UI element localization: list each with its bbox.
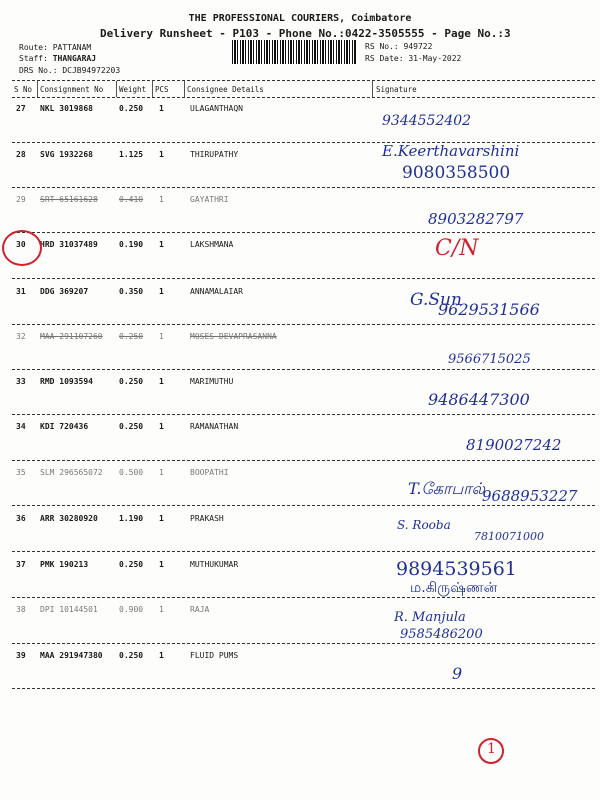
row-consignee: BOOPATHI <box>190 468 229 477</box>
staff-label: Staff: <box>19 54 53 63</box>
row-pcs: 1 <box>159 195 164 204</box>
signature-30-cn: C/N <box>435 236 479 261</box>
signature-38-name: R. Manjula <box>394 610 466 625</box>
red-circle-mark <box>2 230 42 266</box>
row-pcs: 1 <box>159 240 164 249</box>
row-rule <box>12 551 595 552</box>
row-sno: 27 <box>16 104 26 113</box>
drs-number: DRS No.: DCJB94972203 <box>19 66 121 75</box>
row-consignee: LAKSHMANA <box>190 240 234 249</box>
runsheet-title: Delivery Runsheet - P103 - Phone No.:0422-3505555 - Page No.:3 <box>100 27 511 40</box>
row-sno: 34 <box>16 422 26 431</box>
row-consignee: MARIMUTHU <box>190 377 234 386</box>
signature-32: 9566715025 <box>448 352 531 367</box>
row-rule <box>12 460 595 461</box>
row-consignee: PRAKASH <box>190 514 224 523</box>
row-consignment: MAA 291107260 <box>40 332 103 341</box>
header-rule-bottom <box>12 97 595 98</box>
row-consignment: DDG 369207 <box>40 287 89 296</box>
row-pcs: 1 <box>159 150 164 159</box>
row-pcs: 1 <box>159 332 164 341</box>
row-consignee: ULAGANTHAQN <box>190 104 243 113</box>
row-rule <box>12 414 595 415</box>
row-weight: 0.900 <box>119 605 144 614</box>
row-weight: 0.250 <box>119 332 144 341</box>
col-pcs: PCS <box>155 85 169 94</box>
row-pcs: 1 <box>159 468 164 477</box>
header-rule-top <box>12 80 595 81</box>
col-consignment: Consignment No <box>40 85 104 94</box>
table-row <box>0 104 600 124</box>
col-sno: S No <box>14 85 33 94</box>
row-sno: 31 <box>16 287 26 296</box>
row-consignee: RAJA <box>190 605 210 614</box>
signature-36-name: S. Rooba <box>397 518 451 532</box>
col-divider <box>37 81 38 97</box>
row-weight: 1.125 <box>119 150 144 159</box>
signature-33: 9486447300 <box>428 390 530 409</box>
row-consignment: DPI 10144501 <box>40 605 98 614</box>
signature-27: 9344552402 <box>382 113 472 129</box>
row-sno: 29 <box>16 195 26 204</box>
col-divider <box>116 81 117 97</box>
row-rule <box>12 505 595 506</box>
signature-34: 8190027242 <box>466 436 562 454</box>
rs-date: RS Date: 31-May-2022 <box>365 54 462 63</box>
signature-39: 9 <box>452 664 463 683</box>
table-row <box>0 651 600 671</box>
row-consignee: THIRUPATHY <box>190 150 239 159</box>
row-consignment: SVG 1932268 <box>40 150 93 159</box>
row-weight: 0.190 <box>119 240 144 249</box>
row-consignee: GAYATHRI <box>190 195 229 204</box>
row-pcs: 1 <box>159 605 164 614</box>
row-sno: 32 <box>16 332 26 341</box>
col-signature: Signature <box>376 85 417 94</box>
row-weight: 1.190 <box>119 514 144 523</box>
signature-36-phone: 7810071000 <box>474 530 544 543</box>
row-sno: 38 <box>16 605 26 614</box>
row-weight: 0.500 <box>119 468 144 477</box>
row-weight: 0.250 <box>119 422 144 431</box>
row-pcs: 1 <box>159 514 164 523</box>
row-sno: 33 <box>16 377 26 386</box>
row-rule <box>12 324 595 325</box>
row-sno: 35 <box>16 468 26 477</box>
barcode <box>232 40 356 64</box>
signature-31-name: G.Sun <box>410 290 462 310</box>
row-pcs: 1 <box>159 104 164 113</box>
row-sno: 30 <box>16 240 26 249</box>
row-rule <box>12 187 595 188</box>
row-pcs: 1 <box>159 651 164 660</box>
signature-35-phone: 9688953227 <box>482 487 578 505</box>
table-row <box>0 240 600 260</box>
row-consignee: MUTHUKUMAR <box>190 560 239 569</box>
row-sno: 39 <box>16 651 26 660</box>
row-consignment: SRT 65161628 <box>40 195 98 204</box>
col-divider <box>372 81 373 97</box>
row-consignee: RAMANATHAN <box>190 422 239 431</box>
row-consignment: MAA 291947380 <box>40 651 103 660</box>
table-row <box>0 605 600 625</box>
row-consignment: PMK 190213 <box>40 560 89 569</box>
row-consignee: FLUID PUMS <box>190 651 239 660</box>
row-consignee: ANNAMALAIAR <box>190 287 243 296</box>
table-row <box>0 468 600 488</box>
row-consignment: RMD 1093594 <box>40 377 93 386</box>
row-consignment: NKL 3019868 <box>40 104 93 113</box>
row-sno: 37 <box>16 560 26 569</box>
row-weight: 0.250 <box>119 104 144 113</box>
signature-38-phone: 9585486200 <box>400 627 483 642</box>
signature-37-name: ம.கிருஷ்ணன் <box>410 580 498 596</box>
signature-29: 8903282797 <box>428 210 524 228</box>
signature-35-name: T.கோபால் <box>408 479 485 498</box>
row-consignment: ARR 30280920 <box>40 514 98 523</box>
row-pcs: 1 <box>159 377 164 386</box>
row-weight: 0.350 <box>119 287 144 296</box>
staff-name: THANGARAJ <box>52 54 97 63</box>
signature-31-phone: 9629531566 <box>438 300 540 319</box>
col-divider <box>152 81 153 97</box>
row-weight: 0.250 <box>119 651 144 660</box>
row-sno: 36 <box>16 514 26 523</box>
row-rule <box>12 369 595 370</box>
signature-37-phone: 9894539561 <box>396 558 517 580</box>
route-label: Route: PATTANAM <box>19 43 92 52</box>
row-weight: 0.250 <box>119 560 144 569</box>
rs-number: RS No.: 949722 <box>365 42 433 51</box>
row-sno: 28 <box>16 150 26 159</box>
row-rule <box>12 278 595 279</box>
row-consignment: HRD 31037489 <box>40 240 98 249</box>
row-weight: 0.410 <box>119 195 144 204</box>
row-pcs: 1 <box>159 422 164 431</box>
row-consignee: MOSES DEVAPRASANNA <box>190 332 277 341</box>
staff-line <box>19 54 96 63</box>
page-mark: 1 <box>487 741 496 757</box>
row-rule <box>12 688 595 689</box>
row-pcs: 1 <box>159 560 164 569</box>
company-title: THE PROFESSIONAL COURIERS, Coimbatore <box>188 13 412 24</box>
table-row <box>0 332 600 352</box>
row-rule <box>12 597 595 598</box>
row-weight: 0.250 <box>119 377 144 386</box>
signature-28-name: E.Keerthavarshini <box>382 142 520 160</box>
col-divider <box>184 81 185 97</box>
row-pcs: 1 <box>159 287 164 296</box>
row-rule <box>12 643 595 644</box>
col-weight: Weight <box>119 85 147 94</box>
col-consignee: Consignee Details <box>187 85 264 94</box>
signature-28-phone: 9080358500 <box>402 163 511 183</box>
row-consignment: SLM 296565072 <box>40 468 103 477</box>
row-rule <box>12 232 595 233</box>
row-consignment: KDI 720436 <box>40 422 89 431</box>
